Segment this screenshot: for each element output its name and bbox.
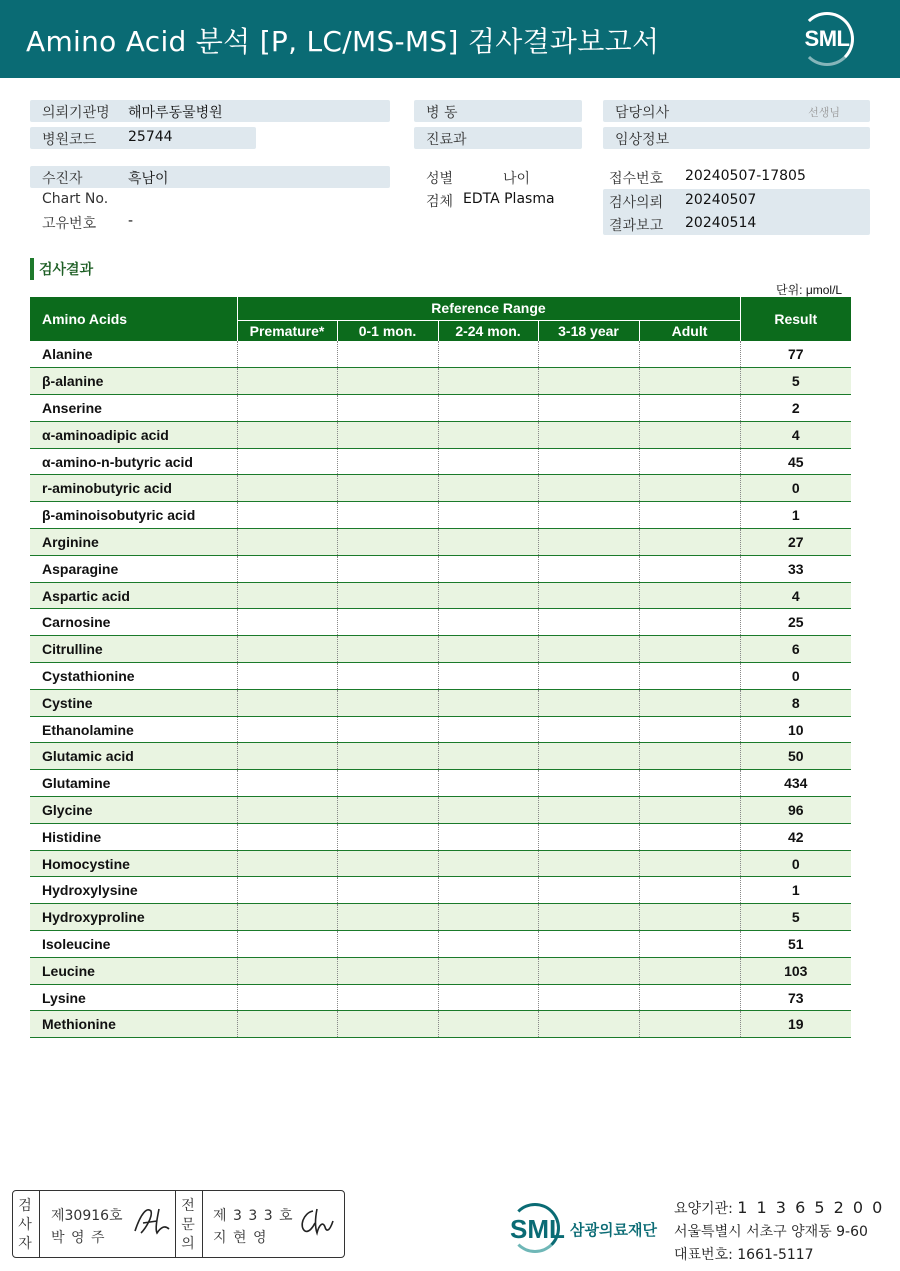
ward-row [414,100,582,122]
examiner-signature-icon [131,1203,175,1239]
reference-cell [538,770,639,797]
reference-cell [538,421,639,448]
reference-cell [639,368,740,395]
reference-cell [337,341,438,368]
reference-cell [337,689,438,716]
reference-cell [639,502,740,529]
reference-cell [438,904,538,931]
report-title: Amino Acid 분석 [P, LC/MS-MS] 검사결과보고서 [26,25,660,58]
reference-cell [438,663,538,690]
sex-label: 성별 [426,171,454,187]
amino-acid-name: Arginine [30,529,237,556]
reference-cell [438,770,538,797]
reference-cell [237,448,337,475]
report-header [0,0,900,78]
specialist-name: 지 현 영 [213,1230,268,1246]
reference-cell [639,770,740,797]
reference-cell [639,877,740,904]
reference-cell [639,743,740,770]
sig-divider [39,1191,40,1257]
result-value: 0 [740,663,851,690]
reference-cell [237,663,337,690]
reference-cell [538,555,639,582]
reference-cell [538,904,639,931]
footer-logo: SML [510,1214,565,1244]
amino-acid-name: α-amino-n-butyric acid [30,448,237,475]
table-row [30,475,851,502]
amino-acid-name: Isoleucine [30,931,237,958]
report-label: 결과보고 [609,218,664,234]
signature-box [12,1190,345,1258]
reference-cell [538,797,639,824]
reference-cell [438,823,538,850]
id-value: - [128,213,134,229]
reference-cell [337,609,438,636]
reference-cell [237,502,337,529]
reference-cell [337,663,438,690]
reference-cell [237,395,337,422]
reference-cell [639,555,740,582]
reference-cell [639,984,740,1011]
result-value: 77 [740,341,851,368]
result-value: 6 [740,636,851,663]
table-row [30,984,851,1011]
result-value: 1 [740,877,851,904]
results-table [30,297,851,1038]
dept-label: 진료과 [426,132,467,148]
reference-cell [237,716,337,743]
examiner-name: 박 영 주 [51,1230,106,1246]
reference-cell [639,797,740,824]
reference-cell [639,475,740,502]
amino-acid-name: Glutamic acid [30,743,237,770]
amino-acid-name: Carnosine [30,609,237,636]
receipt-label: 접수번호 [609,171,664,187]
result-value: 42 [740,823,851,850]
amino-acid-name: Lysine [30,984,237,1011]
reference-cell [237,931,337,958]
table-row [30,555,851,582]
reference-cell [538,877,639,904]
reference-cell [337,931,438,958]
reference-cell [639,931,740,958]
reference-cell [538,448,639,475]
result-value: 2 [740,395,851,422]
clinical-label: 임상정보 [615,132,670,148]
footer-license-number: 1 1 3 6 5 2 0 0 [737,1198,885,1217]
ref-col-header: Premature* [237,320,337,341]
reference-cell [538,529,639,556]
table-row [30,502,851,529]
footer-address: 서울특별시 서초구 양재동 9-60 [674,1224,868,1240]
reference-cell [237,1011,337,1038]
reference-cell [538,395,639,422]
reference-cell [237,475,337,502]
reference-cell [337,850,438,877]
specialist-number: 제 3 3 3 호 [213,1208,294,1224]
result-value: 8 [740,689,851,716]
amino-acid-name: Leucine [30,957,237,984]
reference-cell [337,636,438,663]
reference-cell [639,636,740,663]
reference-cell [337,984,438,1011]
reference-cell [639,395,740,422]
reference-cell [438,395,538,422]
reference-cell [337,797,438,824]
result-value: 51 [740,931,851,958]
result-value: 96 [740,797,851,824]
result-value: 45 [740,448,851,475]
examiner-number: 제30916호 [51,1208,123,1224]
chart-no-label: Chart No. [42,191,109,207]
reference-cell [639,448,740,475]
amino-acid-name: Asparagine [30,555,237,582]
reference-cell [438,609,538,636]
reference-cell [237,341,337,368]
reference-cell [438,877,538,904]
reference-cell [237,984,337,1011]
reference-cell [438,448,538,475]
specialist-vertical-label: 전 문 의 [181,1198,195,1252]
reference-cell [438,475,538,502]
amino-acid-name: Cystine [30,689,237,716]
reference-cell [337,421,438,448]
reference-cell [538,636,639,663]
reference-cell [438,743,538,770]
table-row [30,341,851,368]
ref-col-header: 3-18 year [538,320,639,341]
result-value: 4 [740,582,851,609]
reference-cell [337,957,438,984]
result-value: 10 [740,716,851,743]
reference-cell [538,689,639,716]
col-result: Result [740,297,851,341]
col-reference-range: Reference Range [237,297,740,320]
reference-cell [538,368,639,395]
result-value: 33 [740,555,851,582]
amino-acid-name: Hydroxyproline [30,904,237,931]
reference-cell [237,904,337,931]
amino-acid-name: Cystathionine [30,663,237,690]
doctor-suffix: 선생님 [808,106,840,119]
amino-acid-name: Histidine [30,823,237,850]
report-date: 20240514 [685,215,757,231]
amino-acid-name: Glycine [30,797,237,824]
amino-acid-name: Homocystine [30,850,237,877]
hospital-code-row [30,127,256,149]
table-row [30,689,851,716]
result-value: 27 [740,529,851,556]
reference-cell [538,1011,639,1038]
table-row [30,448,851,475]
reference-cell [438,984,538,1011]
reference-cell [337,877,438,904]
age-label: 나이 [503,171,531,187]
table-row [30,823,851,850]
reference-cell [438,957,538,984]
table-row [30,716,851,743]
amino-acid-name: Methionine [30,1011,237,1038]
reference-cell [337,502,438,529]
reference-cell [639,957,740,984]
amino-acid-name: β-aminoisobutyric acid [30,502,237,529]
reference-cell [337,743,438,770]
result-value: 0 [740,475,851,502]
institution-value: 해마루동물병원 [128,105,223,121]
reference-cell [337,529,438,556]
reference-cell [337,475,438,502]
reference-cell [639,663,740,690]
clinical-row [603,127,870,149]
examiner-vertical-label: 검 사 자 [18,1198,32,1252]
reference-cell [639,1011,740,1038]
reference-cell [538,716,639,743]
reference-cell [337,368,438,395]
reference-cell [438,341,538,368]
result-value: 4 [740,421,851,448]
col-amino-acids: Amino Acids [30,297,237,341]
specialist-signature-icon [295,1205,339,1239]
footer-phone-number: 1661-5117 [737,1247,814,1263]
result-value: 5 [740,904,851,931]
hospital-code-value: 25744 [128,129,173,145]
section-title: 검사결과 [39,262,94,278]
table-row [30,743,851,770]
result-value: 5 [740,368,851,395]
reference-cell [639,689,740,716]
reference-cell [237,368,337,395]
amino-acid-name: α-aminoadipic acid [30,421,237,448]
receipt-value: 20240507-17805 [685,168,806,184]
reference-cell [639,582,740,609]
reference-cell [337,582,438,609]
amino-acid-name: Alanine [30,341,237,368]
doctor-label: 담당의사 [615,105,670,121]
result-value: 1 [740,502,851,529]
reference-cell [237,797,337,824]
footer-phone [674,1244,814,1264]
reference-cell [538,502,639,529]
reference-cell [337,823,438,850]
table-row [30,663,851,690]
reference-cell [538,957,639,984]
result-value: 73 [740,984,851,1011]
patient-value: 흑남이 [128,171,169,187]
doctor-row [603,100,870,122]
id-label: 고유번호 [42,216,97,232]
table-row [30,931,851,958]
table-row [30,850,851,877]
reference-cell [538,663,639,690]
reference-cell [639,421,740,448]
amino-acid-name: Hydroxylysine [30,877,237,904]
sml-logo: SML [804,26,850,51]
reference-cell [639,609,740,636]
reference-cell [438,850,538,877]
reference-cell [237,555,337,582]
reference-cell [438,797,538,824]
reference-cell [538,341,639,368]
specimen-value: EDTA Plasma [463,191,555,207]
result-value: 0 [740,850,851,877]
result-value: 434 [740,770,851,797]
reference-cell [438,1011,538,1038]
reference-cell [438,555,538,582]
reference-cell [337,555,438,582]
amino-acid-name: Aspartic acid [30,582,237,609]
table-row [30,368,851,395]
result-value: 25 [740,609,851,636]
reference-cell [337,770,438,797]
unit-label: 단위: μmol/L [776,283,843,297]
request-date: 20240507 [685,192,757,208]
section-marker [30,258,34,280]
footer-license-label: 요양기관: [674,1201,738,1217]
table-row [30,904,851,931]
reference-cell [237,529,337,556]
reference-cell [438,502,538,529]
institution-label: 의뢰기관명 [42,105,110,121]
reference-cell [438,931,538,958]
table-row [30,1011,851,1038]
reference-cell [337,1011,438,1038]
table-row [30,529,851,556]
reference-cell [438,689,538,716]
sig-divider [175,1191,176,1257]
reference-cell [639,341,740,368]
amino-acid-name: β-alanine [30,368,237,395]
reference-cell [538,931,639,958]
reference-cell [237,421,337,448]
reference-cell [639,529,740,556]
reference-cell [237,636,337,663]
reference-cell [438,582,538,609]
reference-cell [438,368,538,395]
hospital-code-label: 병원코드 [42,132,97,148]
reference-cell [538,475,639,502]
reference-cell [237,957,337,984]
ward-label: 병 동 [426,105,458,121]
reference-cell [438,716,538,743]
reference-cell [237,877,337,904]
reference-cell [337,448,438,475]
table-row [30,770,851,797]
reference-cell [237,850,337,877]
reference-cell [237,582,337,609]
reference-cell [237,743,337,770]
reference-cell [237,609,337,636]
patient-row [30,166,390,188]
reference-cell [237,770,337,797]
reference-cell [438,421,538,448]
footer-phone-label: 대표번호: [674,1247,738,1263]
reference-cell [639,850,740,877]
request-label: 검사의뢰 [609,195,664,211]
institution-row [30,100,390,122]
result-value: 19 [740,1011,851,1038]
ref-col-header: 2-24 mon. [438,320,538,341]
sig-divider [202,1191,203,1257]
dept-row [414,127,582,149]
reference-cell [237,689,337,716]
reference-cell [538,743,639,770]
reference-cell [237,823,337,850]
reference-cell [337,904,438,931]
table-row [30,797,851,824]
reference-cell [639,716,740,743]
specimen-label: 검체 [426,194,454,210]
amino-acid-name: Glutamine [30,770,237,797]
table-row [30,609,851,636]
table-row [30,877,851,904]
reference-cell [639,904,740,931]
patient-label: 수진자 [42,171,83,187]
table-row [30,395,851,422]
ref-col-header: 0-1 mon. [337,320,438,341]
ref-col-header: Adult [639,320,740,341]
footer-license [674,1198,884,1218]
reference-cell [538,823,639,850]
amino-acid-name: Anserine [30,395,237,422]
reference-cell [639,823,740,850]
reference-cell [538,582,639,609]
reference-cell [538,984,639,1011]
result-value: 50 [740,743,851,770]
amino-acid-name: Ethanolamine [30,716,237,743]
reference-cell [337,395,438,422]
reference-cell [538,850,639,877]
reference-cell [438,636,538,663]
table-row [30,957,851,984]
table-row [30,582,851,609]
reference-cell [438,529,538,556]
table-row [30,636,851,663]
amino-acid-name: r-aminobutyric acid [30,475,237,502]
footer-org-name: 삼광의료재단 [570,1221,657,1239]
reference-cell [337,716,438,743]
reference-cell [538,609,639,636]
result-value: 103 [740,957,851,984]
table-row [30,421,851,448]
amino-acid-name: Citrulline [30,636,237,663]
